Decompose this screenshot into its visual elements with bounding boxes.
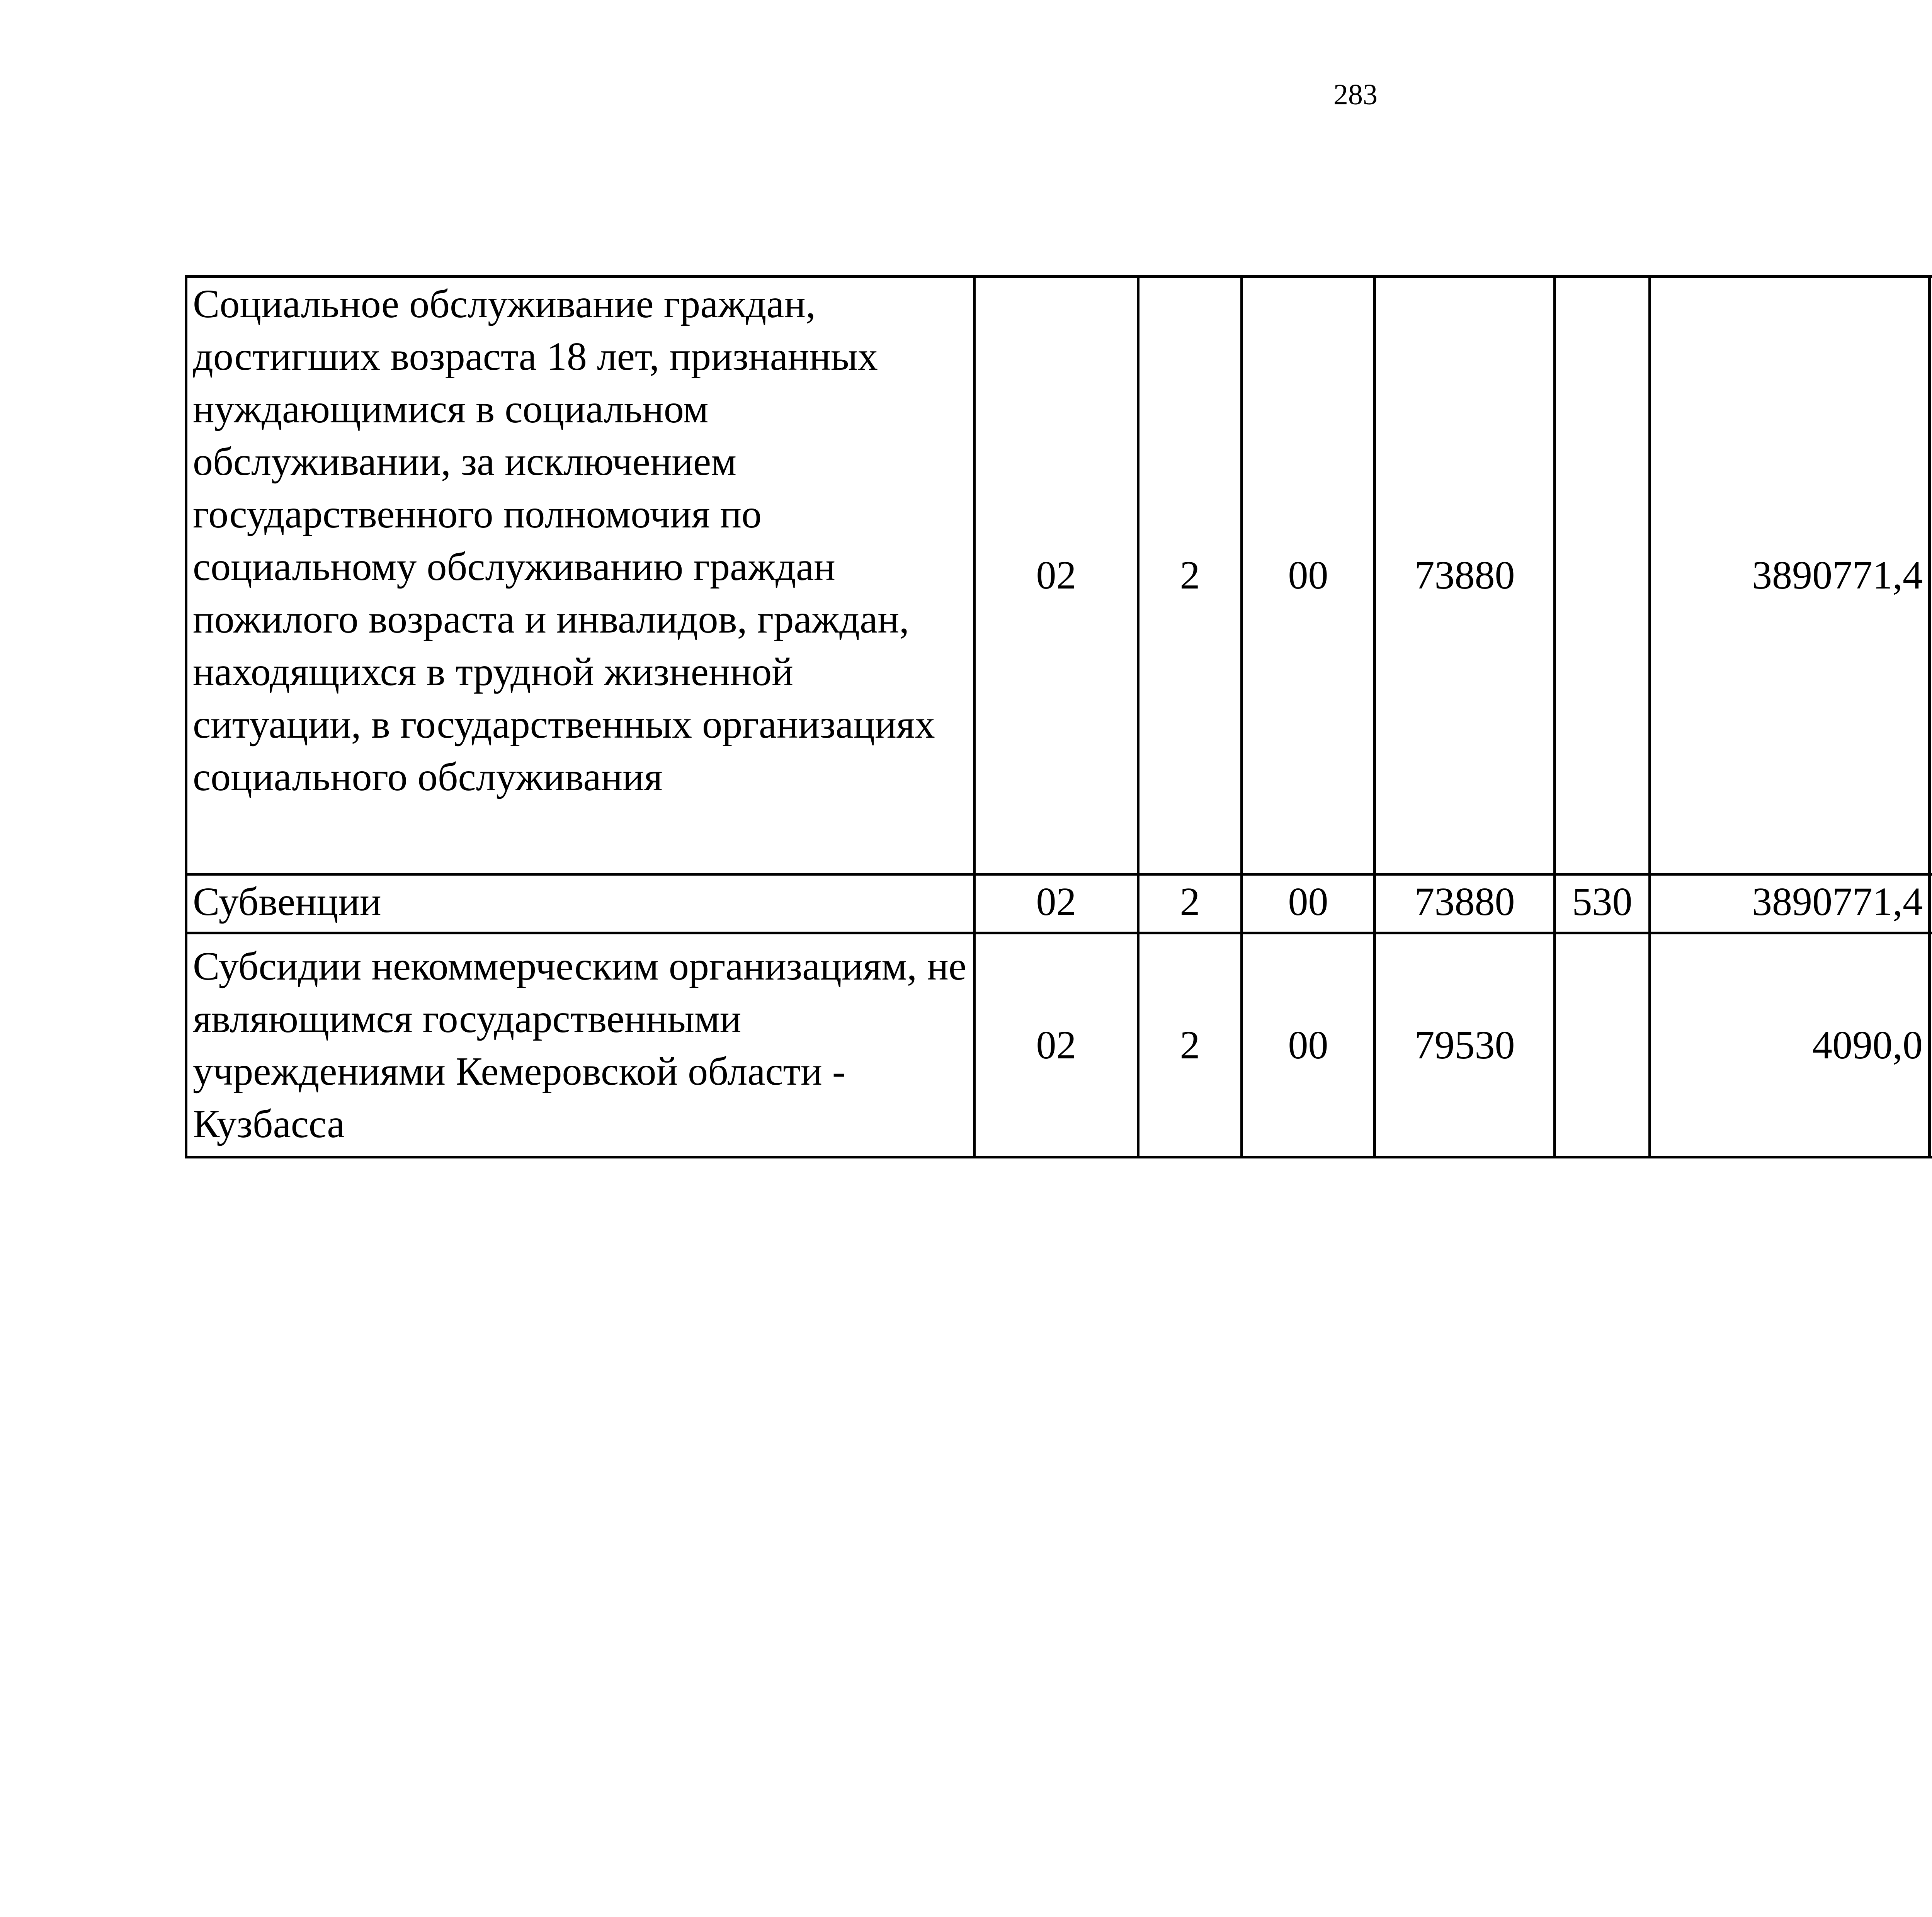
expense-type-cell: 530: [1555, 874, 1650, 933]
section-code-cell: 02: [975, 277, 1138, 874]
table-row: [186, 874, 1932, 933]
subprogram-code-cell: 00: [1242, 933, 1375, 1157]
amount-year-1-cell: 3890771,4: [1650, 874, 1930, 933]
amount-year-2-cell: [1930, 277, 1932, 874]
program-code-cell: 2: [1138, 277, 1242, 874]
amount-year-1-cell: 3890771,4: [1650, 277, 1930, 874]
row-description: Субвенции: [186, 874, 975, 933]
table-row: [186, 277, 1932, 874]
direction-code-cell: 73880: [1375, 874, 1555, 933]
expense-type-cell: [1555, 277, 1650, 874]
direction-code-cell: 79530: [1375, 933, 1555, 1157]
program-code-cell: 2: [1138, 874, 1242, 933]
amount-year-2-cell: [1930, 874, 1932, 933]
amount-year-2-cell: [1930, 933, 1932, 1157]
expense-type-cell: [1555, 933, 1650, 1157]
section-code-cell: 02: [975, 933, 1138, 1157]
row-description: Субсидии некоммерческим организациям, не являющимся государственными учреждениями Кемеровской области - Кузбасса: [186, 933, 975, 1157]
amount-year-1-cell: 4090,0: [1650, 933, 1930, 1157]
subprogram-code-cell: 00: [1242, 277, 1375, 874]
subprogram-code-cell: 00: [1242, 874, 1375, 933]
table-row: [186, 933, 1932, 1157]
page-number: 283: [1333, 78, 1378, 111]
budget-table: [185, 275, 1932, 1158]
section-code-cell: 02: [975, 874, 1138, 933]
row-description: Социальное обслуживание граждан, достигших возраста 18 лет, признанных нуждающимися в социальном обслуживании, за исключением государственного полномочия по социальному обслуживанию граждан пожилого возраста и инвалидов, граждан, находящихся в трудной жизненной ситуации, в государственных организациях социального обслуживания: [186, 277, 975, 874]
direction-code-cell: 73880: [1375, 277, 1555, 874]
program-code-cell: 2: [1138, 933, 1242, 1157]
